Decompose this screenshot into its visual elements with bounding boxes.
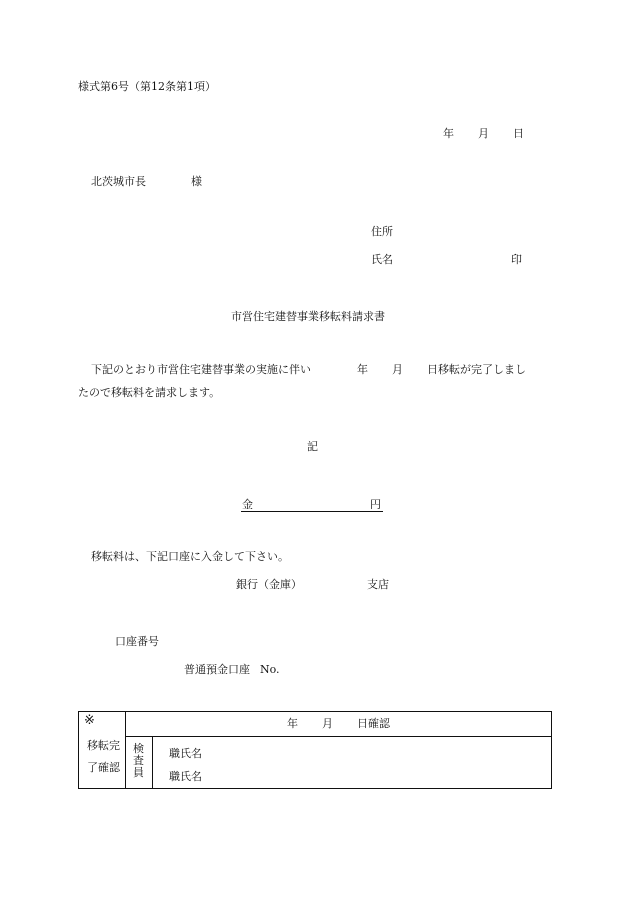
confirm-year: 年	[287, 717, 298, 730]
confirmation-label-line-1: 移転完	[87, 739, 120, 752]
amount-line	[241, 496, 383, 512]
addressee	[91, 175, 202, 189]
addressee-honorific: 様	[191, 175, 202, 188]
date-line	[443, 127, 524, 141]
date-month: 月	[478, 127, 489, 140]
account-type-name: 普通預金口座	[184, 663, 250, 676]
body-line-1-suffix: 日移転が完了しまし	[427, 363, 526, 376]
confirmation-label-cell	[79, 712, 126, 789]
bank-label: 銀行（金庫）	[236, 578, 302, 591]
reference-mark: ※	[84, 713, 95, 728]
account-type	[184, 663, 280, 677]
confirm-suffix: 日確認	[357, 717, 390, 730]
account-number-label: 口座番号	[115, 635, 159, 648]
seal-mark: 印	[511, 253, 522, 266]
body-month: 月	[392, 363, 403, 376]
body-line-2: たので移転料を請求します。	[78, 386, 221, 399]
applicant-name-label: 氏名	[371, 253, 393, 266]
inspector-char-1: 検	[133, 742, 144, 756]
inspector-char-3: 員	[133, 766, 144, 780]
document-title: 市営住宅建替事業移転料請求書	[231, 310, 385, 323]
branch-label: 支店	[367, 578, 389, 591]
amount-suffix: 円	[370, 498, 381, 511]
inspector-cell	[126, 737, 153, 789]
date-year: 年	[443, 127, 454, 140]
form-number: 様式第6号（第12条第1項）	[78, 80, 216, 93]
ki-heading: 記	[307, 440, 318, 453]
date-day: 日	[513, 127, 524, 140]
confirm-month: 月	[322, 717, 333, 730]
transfer-note: 移転料は、下記口座に入金して下さい。	[91, 550, 289, 563]
official-name-1: 職氏名	[169, 747, 202, 761]
confirmation-label-line-2: 了確認	[87, 761, 120, 774]
inspector-char-2: 査	[133, 754, 144, 768]
addressee-name: 北茨城市長	[91, 175, 146, 188]
body-year: 年	[357, 363, 368, 376]
account-no-label: No.	[260, 663, 280, 676]
official-names-cell	[153, 737, 552, 789]
amount-prefix: 金	[242, 498, 253, 511]
confirmation-date-cell	[126, 712, 552, 737]
body-line-1	[91, 363, 526, 377]
confirmation-table	[78, 711, 552, 789]
official-name-2: 職氏名	[169, 770, 202, 784]
applicant-address-label: 住所	[371, 225, 393, 238]
body-line-1-prefix: 下記のとおり市営住宅建替事業の実施に伴い	[91, 363, 311, 376]
